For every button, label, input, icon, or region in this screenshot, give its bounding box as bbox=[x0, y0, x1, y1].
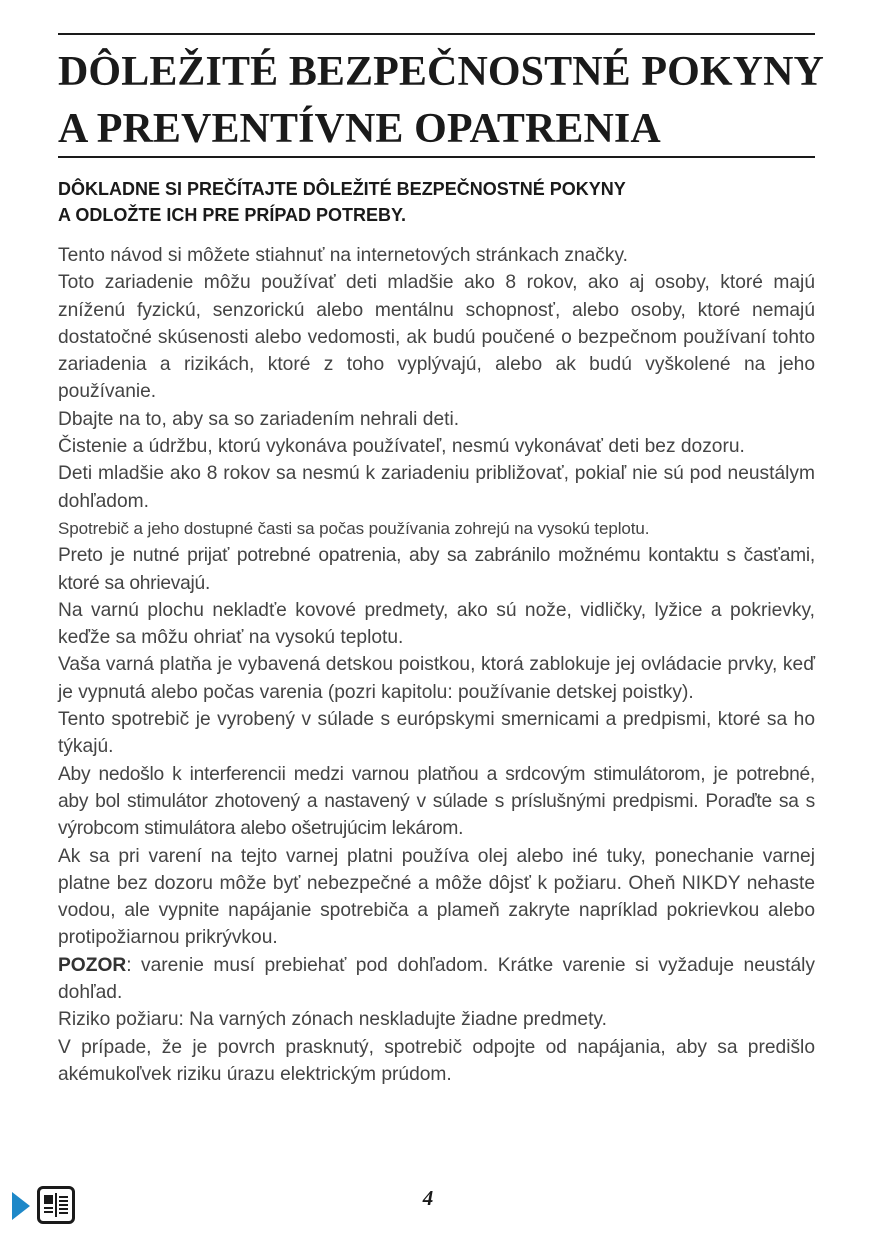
section-subtitle-line-1: DÔKLADNE SI PREČÍTAJTE DÔLEŽITÉ BEZPEČNOSTNÉ POKYNY bbox=[58, 179, 626, 199]
paragraph-no-play: Dbajte na to, aby sa so zariadením nehrali deti. bbox=[58, 408, 460, 430]
warning-label: POZOR bbox=[58, 954, 127, 976]
paragraph-download: Tento návod si môžete stiahnuť na internetových stránkach značky. bbox=[58, 245, 628, 266]
section-subtitle-line-2: A ODLOŽTE ICH PRE PRÍPAD POTREBY. bbox=[58, 205, 407, 225]
page-number: 4 bbox=[422, 1186, 434, 1210]
paragraph-warning bbox=[58, 952, 815, 1007]
paragraph-child-lock: Vaša varná platňa je vybavená detskou poistkou, ktorá zablokuje jej ovládacie prvky, keď je vypnutá alebo počas varenia (pozri kapitolu: používanie detskej poistky). bbox=[58, 654, 815, 703]
paragraph-metal-objects: Na varnú plochu nekladťe kovové predmety, ako sú nože, vidličky, lyžice a pokrievky, keďže sa môžu ohriať na vysokú teplotu. bbox=[58, 599, 815, 649]
paragraph-pacemaker: Aby nedošlo k interferencii medzi varnou platňou a srdcovým stimulátorom, je potrebné, aby bol stimulátor zhotovený a nastavený v súlade s príslušnými predpismi. Poraďte sa s výrobcom stimulátora alebo ošetrujúcim lekárom. bbox=[58, 763, 815, 840]
paragraph-oil-fire: Ak sa pri varení na tejto varnej platni používa olej alebo iné tuky, ponechanie varnej platne bez dozoru môže byť nebezpečné a môže dôjsť k požiaru. Oheň NIKDY nehaste vodou, ale vypnite napájanie spotrebiča a plameň zakryte napríklad pokrievkou alebo protipožiarnou prikrývkou. bbox=[58, 845, 815, 949]
paragraph-fire-risk: Riziko požiaru: Na varných zónach neskladujte žiadne predmety. bbox=[58, 1009, 607, 1031]
paragraph-precautions: Preto je nutné prijať potrebné opatrenia, aby sa zabránilo možnému kontaktu s časťami, ktoré sa ohrievajú. bbox=[58, 545, 815, 594]
paragraph-eu-compliance: Tento spotrebič je vyrobený v súlade s európskymi smernicami a predpismi, ktoré sa ho týkajú. bbox=[58, 709, 815, 758]
section-subtitle bbox=[58, 176, 818, 228]
title-top-rule bbox=[58, 33, 815, 35]
paragraph-hot-parts: Spotrebič a jeho dostupné časti sa počas používania zohrejú na vysokú teplotu. bbox=[58, 518, 650, 538]
page-title bbox=[58, 44, 838, 158]
paragraph-cracked-surface: V prípade, že je povrch prasknutý, spotrebič odpojte od napájania, aby sa predišlo akémukoľvek riziku úrazu elektrickým prúdom. bbox=[58, 1036, 815, 1085]
paragraph-supervision: Deti mladšie ako 8 rokov sa nesmú k zariadeniu približovať, pokiaľ nie sú pod neustálym dohľadom. bbox=[58, 463, 815, 512]
manual-book-icon[interactable] bbox=[37, 1186, 75, 1224]
title-bottom-rule bbox=[58, 156, 815, 158]
page-title-line-2: A PREVENTÍVNE OPATRENIA bbox=[58, 106, 661, 152]
paragraph-cleaning: Čistenie a údržbu, ktorú vykonáva používateľ, nesmú vykonávať deti bez dozoru. bbox=[58, 436, 745, 458]
safety-instructions-body bbox=[58, 242, 815, 1088]
warning-text: : varenie musí prebiehať pod dohľadom. Krátke varenie si vyžaduje neustály dohľad. bbox=[58, 954, 815, 1004]
page-title-line-1: DÔLEŽITÉ BEZPEČNOSTNÉ POKYNY bbox=[58, 49, 824, 95]
arrow-right-icon[interactable] bbox=[12, 1192, 30, 1220]
paragraph-children-persons: Toto zariadenie môžu používať deti mladšie ako 8 rokov, ako aj osoby, ktoré majú zníženú fyzickú, senzorickú alebo mentálnu schopnosť, alebo osoby, ktoré nemajú dostatočné skúsenosti alebo vedomosti, ak budú poučené o bezpečnom používaní tohto zariadenia a rizikách, ktoré z toho vyplývajú, alebo ak budú vyškolené na jeho používanie. bbox=[58, 272, 815, 403]
